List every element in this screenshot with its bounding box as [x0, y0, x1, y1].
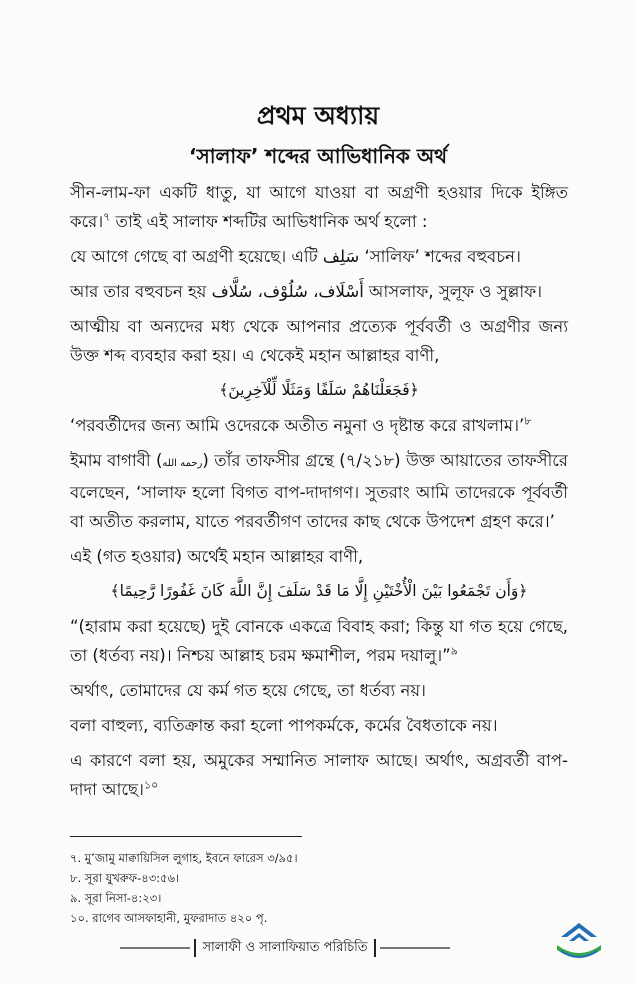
quran-verse-zukhruf: ﴿فَجَعَلْنَاهُمْ سَلَفًا وَمَثَلًا لِّلْآخِرِينَ﴾ [219, 381, 419, 399]
logo-book-left [557, 945, 601, 958]
paragraph-translation-1 [70, 411, 568, 440]
paragraph-translation-2 [70, 612, 568, 670]
paragraph-text: যে আগে গেছে বা অগ্রণী হয়েছে। এটি [70, 247, 323, 266]
paragraph-text: ‘পরবর্তীদের জন্য আমি ওদেরকে অতীত নমুনা ও দৃষ্টান্ত করে রাখলাম।’ [70, 416, 525, 435]
honorific-glyph: رحمه الله [162, 458, 203, 469]
paragraph-meaning: অর্থাৎ, তোমাদের যে কর্ম গত হয়ে গেছে, তা ধর্তব্য নয়। [70, 681, 426, 700]
footer-line-right [380, 947, 450, 949]
publisher-logo-icon [553, 921, 605, 965]
footnote-ref-8[interactable]: ৮ [524, 414, 532, 428]
footnote-ref-9[interactable]: ৯ [450, 644, 458, 658]
paragraph-text: আসলাফ, সুলূফ ও সুল্লাফ। [363, 282, 543, 301]
footer-bar-left [194, 939, 196, 957]
paragraph-text: এ কারণে বলা হয়, অমুকের সম্মানিত সালাফ আছে। অর্থাৎ, অগ্রবর্তী বাপ-দাদা আছে। [70, 751, 568, 799]
page-footer [120, 936, 450, 960]
footnote-8: ৮. সূরা যুখরুফ-৪৩:৫৬। [70, 871, 180, 885]
footer-bar-right [374, 939, 376, 957]
footnote-divider [70, 836, 302, 837]
paragraph-text: “(হারাম করা হয়েছে) দুই বোনকে একত্রে বিবাহ করা; কিন্তু যা গত হয়ে গেছে, তা (ধর্তব্য নয়)। নিশ্চয় আল্লাহ চরম ক্ষমাশীল, পরম দয়ালু।” [70, 617, 568, 665]
paragraph-text: ইমাম বাগাবী ( [70, 451, 163, 470]
paragraph-text: ) তাঁর তাফসীর গ্রন্থে (৭/২১৮) উক্ত আয়াতের তাফসীরে বলেছেন, ‘সালাফ হলো বিগত বাপ-দাদাগণ। সুতরাং আমি তাদেরকে পূর্ববর্তী বা অতীত করলাম, যাতে পরবর্তীগণ তাদের কাছ থেকে উপদেশ গ্রহণ করে।’ [70, 451, 568, 531]
paragraph-text: ‘সালিফ’ শব্দের বহুবচন। [359, 247, 521, 266]
paragraph-usage: আত্মীয় বা অন্যদের মধ্য থেকে আপনার প্রত্যেক পূর্ববর্তী ও অগ্রণীর জন্য উক্ত শব্দ ব্যবহার করা হয়। এ থেকেই মহান আল্লাহর বাণী, [70, 317, 568, 365]
footnote-9: ৯. সূরা নিসা-৪:২৩। [70, 891, 162, 905]
footer-book-title: সালাফী ও সালাফিয়াত পরিচিতি [202, 939, 368, 955]
paragraph-text: আর তার বহুবচন হয় [70, 282, 212, 301]
footnote-10: ১০. রাগেব আসফাহানী, মুফরাদাত ৪২০ পৃ. [70, 911, 268, 925]
footnotes [70, 848, 568, 928]
footnote-ref-10[interactable]: ১০ [143, 778, 159, 792]
paragraph-text: তাই এই সালাফ শব্দটির আভিধানিক অর্থ হলো : [110, 212, 428, 231]
footer-line-left [120, 947, 190, 949]
footnote-7: ৭. মু’জামু মাক্বায়িসিল লুগাহ, ইবনে ফারেস ৩/৯৫। [70, 851, 298, 865]
paragraph-conclusion [70, 746, 568, 804]
body-text [70, 178, 568, 810]
paragraph-note: বলা বাহুল্য, ব্যতিক্রান্ত করা হলো পাপকর্মকে, কর্মের বৈধতাকে নয়। [70, 716, 498, 735]
arabic-plural-forms: أَسْلَاف، سُلُوْف، سُلَّاف [211, 282, 364, 301]
section-title: ‘সালাফ’ শব্দের আভিধানিক অর্থ [188, 144, 448, 168]
paragraph-text: সীন-লাম-ফা একটি ধাতু, যা আগে যাওয়া বা অগ্রণী হওয়ার দিকে ইঙ্গিত করে। [70, 183, 568, 231]
paragraph-baghawi [70, 446, 568, 536]
paragraph-root-meaning [70, 178, 568, 236]
quran-verse-nisa: ﴿وَأَن تَجْمَعُوا بَيْنَ الْأُخْتَيْنِ إِلَّا مَا قَدْ سَلَفَ إِنَّ اللَّهَ كَانَ غَفُورًا رَّحِيمًا﴾ [110, 582, 528, 600]
arabic-word-salif: سَلِف [322, 247, 360, 266]
paragraph-plural [70, 277, 568, 306]
footnote-ref-7[interactable]: ৭ [103, 210, 111, 224]
logo-inner-roof [569, 933, 589, 941]
paragraph-intro-verse-2: এই (গত হওয়ার) অর্থেই মহান আল্লাহর বাণী, [70, 547, 364, 566]
paragraph-salif [70, 242, 568, 271]
chapter-title: প্রথম অধ্যায় [256, 101, 380, 130]
